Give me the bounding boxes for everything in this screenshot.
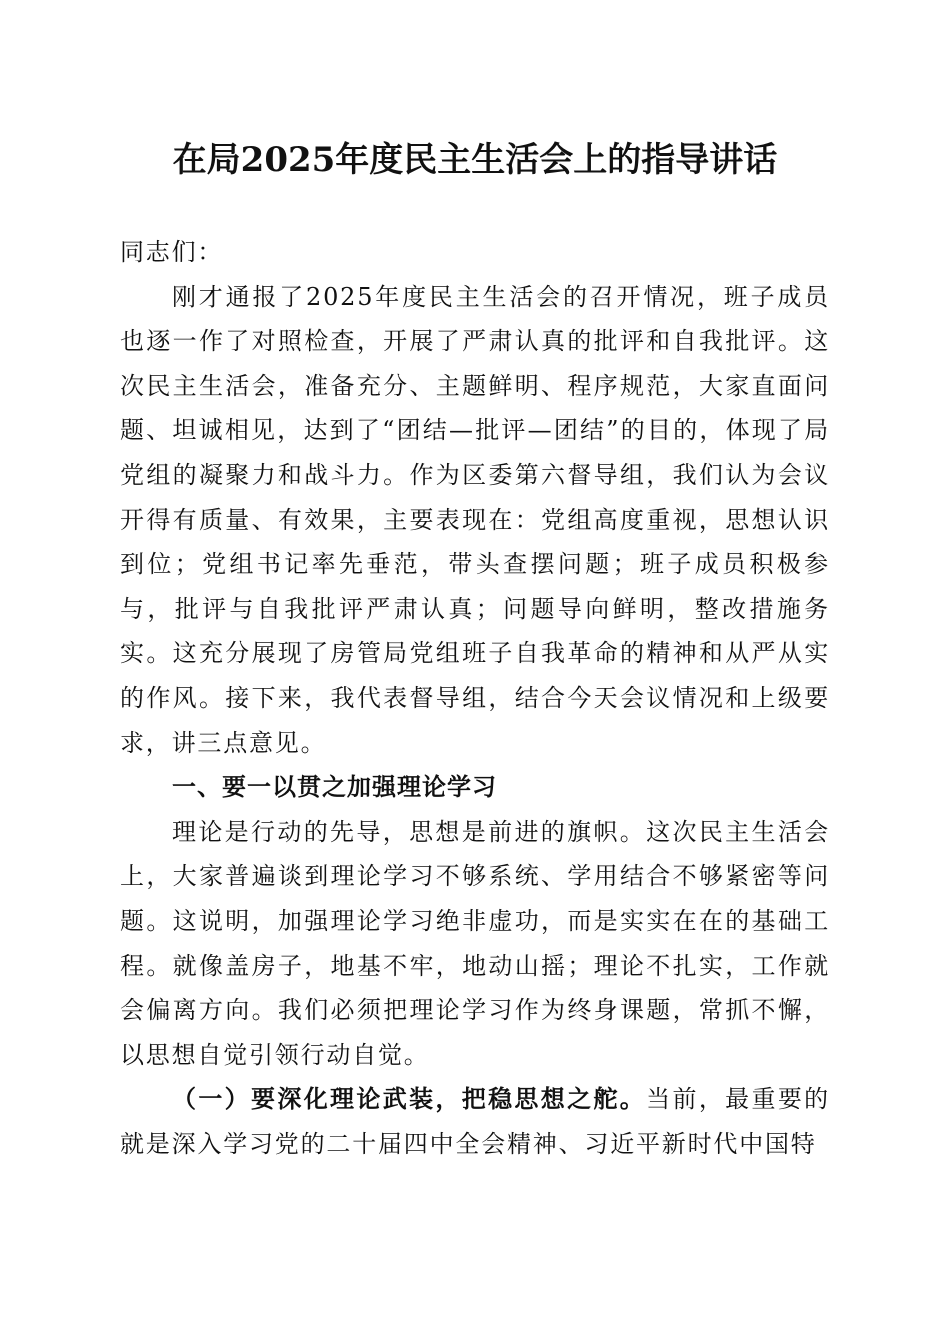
subsection-text-1: 当前，最重要的就是深入学习党的二十届四中全会精神、习近平新时代中国特 (120, 1085, 830, 1158)
document-body (120, 230, 830, 1166)
paragraph-theory: 理论是行动的先导，思想是前进的旗帜。这次民主生活会上，大家普遍谈到理论学习不够系统、学用结合不够紧密等问题。这说明，加强理论学习绝非虚功，而是实实在在的基础工程。就像盖房子，地基不牢，地动山摇；理论不扎实，工作就会偏离方向。我们必须把理论学习作为终身课题，常抓不懈，以思想自觉引领行动自觉。 (120, 817, 830, 1069)
section-heading-1: 一、要一以贯之加强理论学习 (172, 773, 497, 802)
salutation: 同志们： (120, 238, 224, 266)
paragraph-intro: 刚才通报了2025年度民主生活会的召开情况，班子成员也逐一作了对照检查，开展了严肃认真的批评和自我批评。这次民主生活会，准备充分、主题鲜明、程序规范，大家直面问题、坦诚相见，达到了“团结—批评—团结”的目的，体现了局党组的凝聚力和战斗力。作为区委第六督导组，我们认为会议开得有质量、有效果，主要表现在：党组高度重视，思想认识到位；党组书记率先垂范，带头查摆问题；班子成员积极参与，批评与自我批评严肃认真；问题导向鲜明，整改措施务实。这充分展现了房管局党组班子自我革命的精神和从严从实的作风。接下来，我代表督导组，结合今天会议情况和上级要求，讲三点意见。 (120, 282, 830, 757)
document-title: 在局2025年度民主生活会上的指导讲话 (172, 140, 778, 180)
paragraph-subsection-1 (120, 1077, 830, 1166)
subsection-heading-1: （一）要深化理论武装，把稳思想之舵。 (172, 1084, 647, 1114)
